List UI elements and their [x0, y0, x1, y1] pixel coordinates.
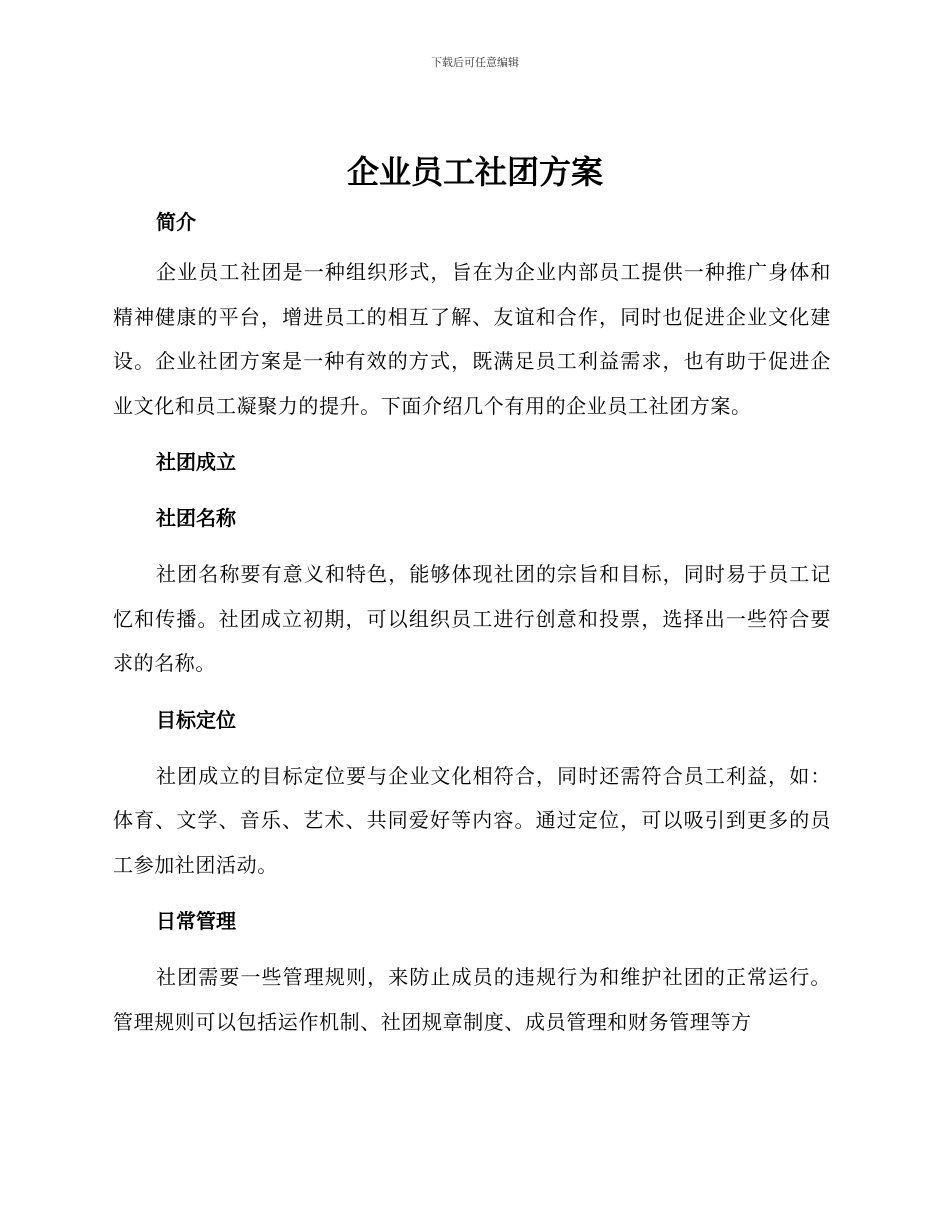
section-heading-name: 社团名称 [156, 506, 236, 530]
section-heading-management: 日常管理 [156, 909, 236, 933]
goal-paragraph: 社团成立的目标定位要与企业文化相符合，同时还需符合员工利益，如：体育、文学、音乐、艺术、共同爱好等内容。通过定位，可以吸引到更多的员工参加社团活动。 [113, 763, 831, 877]
document-body [113, 200, 831, 1044]
document-title: 企业员工社团方案 [346, 153, 603, 191]
intro-paragraph: 企业员工社团是一种组织形式，旨在为企业内部员工提供一种推广身体和精神健康的平台，增进员工的相互了解、友谊和合作，同时也促进企业文化建设。企业社团方案是一种有效的方式，既满足员工利益需求，也有助于促进企业文化和员工凝聚力的提升。下面介绍几个有用的企业员工社团方案。 [113, 260, 831, 418]
section-heading-intro: 简介 [156, 210, 196, 234]
section-heading-founding: 社团成立 [156, 450, 236, 474]
management-paragraph: 社团需要一些管理规则，来防止成员的违规行为和维护社团的正常运行。管理规则可以包括运作机制、社团规章制度、成员管理和财务管理等方 [113, 965, 831, 1034]
section-heading-goal: 目标定位 [156, 707, 236, 732]
name-paragraph: 社团名称要有意义和特色，能够体现社团的宗旨和目标，同时易于员工记忆和传播。社团成立初期，可以组织员工进行创意和投票，选择出一些符合要求的名称。 [113, 562, 831, 675]
header-note: 下载后可任意编辑 [431, 56, 519, 69]
